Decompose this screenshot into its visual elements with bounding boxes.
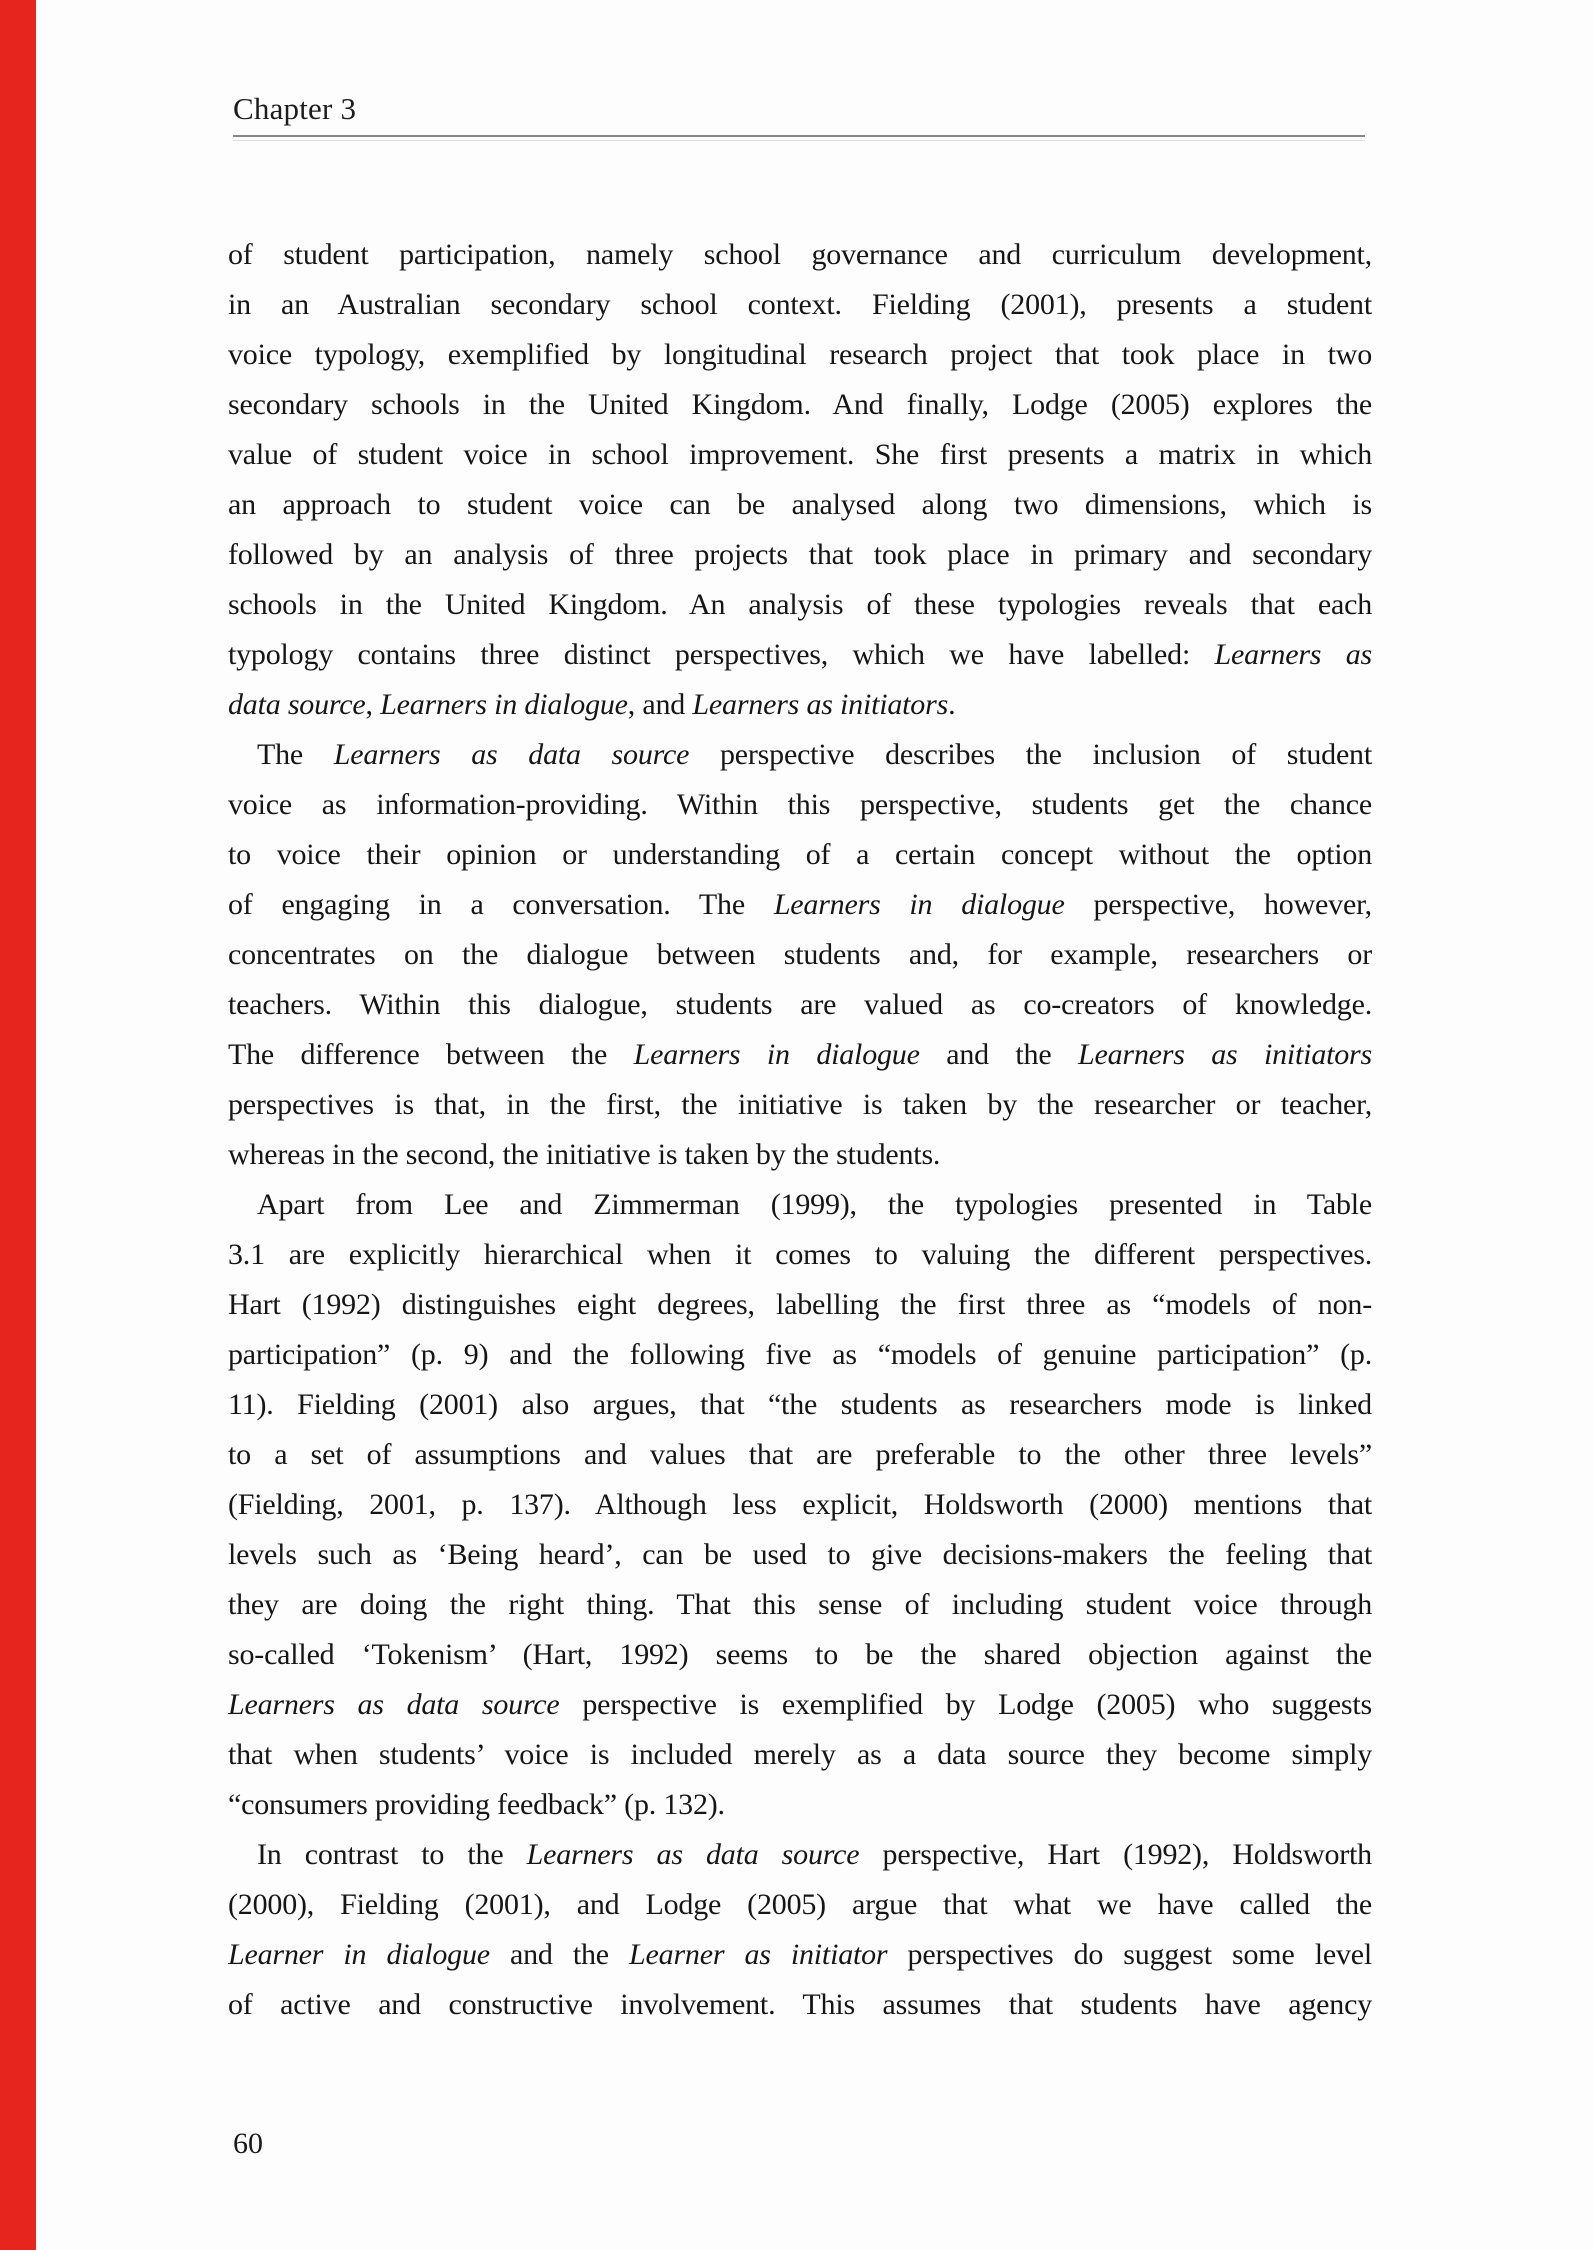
text-line: In contrast to the Learners as data source perspective, Hart (1992), Holdsworth	[257, 1838, 1372, 1871]
page-number: 60	[233, 2127, 263, 2160]
text-line: of student participation, namely school governance and curriculum development,	[228, 238, 1372, 271]
text-line: perspectives is that, in the first, the initiative is taken by the researcher or teacher,	[228, 1088, 1372, 1121]
text-line: teachers. Within this dialogue, students are valued as co-creators of knowledge.	[228, 988, 1372, 1021]
text-line: “consumers providing feedback” (p. 132).	[228, 1788, 725, 1821]
text-line: so-called ‘Tokenism’ (Hart, 1992) seems to be the shared objection against the	[228, 1638, 1372, 1671]
text-line: whereas in the second, the initiative is taken by the students.	[228, 1138, 941, 1171]
text-line: (Fielding, 2001, p. 137). Although less explicit, Holdsworth (2000) mentions that	[228, 1488, 1372, 1521]
header-rule	[233, 135, 1365, 137]
text-line: to a set of assumptions and values that are preferable to the other three levels”	[228, 1438, 1372, 1471]
text-line: typology contains three distinct perspectives, which we have labelled: Learners as	[228, 638, 1372, 671]
text-line: of active and constructive involvement. This assumes that students have agency	[228, 1988, 1372, 2021]
text-line: Hart (1992) distinguishes eight degrees, labelling the first three as “models of non-	[228, 1288, 1372, 1321]
body-text	[228, 230, 1372, 2030]
chapter-running-header: Chapter 3	[233, 91, 357, 126]
red-edge-strip	[0, 0, 36, 2250]
text-line: concentrates on the dialogue between students and, for example, researchers or	[228, 938, 1372, 971]
text-line: that when students’ voice is included merely as a data source they become simply	[228, 1738, 1372, 1771]
text-line: participation” (p. 9) and the following five as “models of genuine participation” (p.	[228, 1338, 1372, 1371]
text-line: followed by an analysis of three projects that took place in primary and secondary	[228, 538, 1372, 571]
text-line: The difference between the Learners in dialogue and the Learners as initiators	[228, 1038, 1372, 1071]
text-line: The Learners as data source perspective describes the inclusion of student	[257, 738, 1372, 771]
text-line: (2000), Fielding (2001), and Lodge (2005) argue that what we have called the	[228, 1888, 1372, 1921]
text-line: Learners as data source perspective is exemplified by Lodge (2005) who suggests	[228, 1688, 1372, 1721]
text-line: of engaging in a conversation. The Learners in dialogue perspective, however,	[228, 888, 1372, 921]
text-line: 3.1 are explicitly hierarchical when it comes to valuing the different perspectives.	[228, 1238, 1372, 1271]
text-line: schools in the United Kingdom. An analysis of these typologies reveals that each	[228, 588, 1372, 621]
text-line: levels such as ‘Being heard’, can be used to give decisions-makers the feeling that	[228, 1538, 1372, 1571]
text-line: data source, Learners in dialogue, and Learners as initiators.	[228, 688, 956, 721]
text-line: an approach to student voice can be analysed along two dimensions, which is	[228, 488, 1372, 521]
text-line: 11). Fielding (2001) also argues, that “the students as researchers mode is linked	[228, 1388, 1372, 1421]
text-line: they are doing the right thing. That this sense of including student voice through	[228, 1588, 1372, 1621]
text-line: voice typology, exemplified by longitudinal research project that took place in two	[228, 338, 1372, 371]
text-line: Apart from Lee and Zimmerman (1999), the typologies presented in Table	[257, 1188, 1372, 1221]
text-line: voice as information-providing. Within this perspective, students get the chance	[228, 788, 1372, 821]
text-line: to voice their opinion or understanding of a certain concept without the option	[228, 838, 1372, 871]
text-line: value of student voice in school improvement. She first presents a matrix in which	[228, 438, 1372, 471]
text-line: Learner in dialogue and the Learner as initiator perspectives do suggest some level	[228, 1938, 1372, 1971]
text-line: in an Australian secondary school context. Fielding (2001), presents a student	[228, 288, 1372, 321]
text-line: secondary schools in the United Kingdom. And finally, Lodge (2005) explores the	[228, 388, 1372, 421]
header-rule-shadow	[233, 140, 1365, 141]
